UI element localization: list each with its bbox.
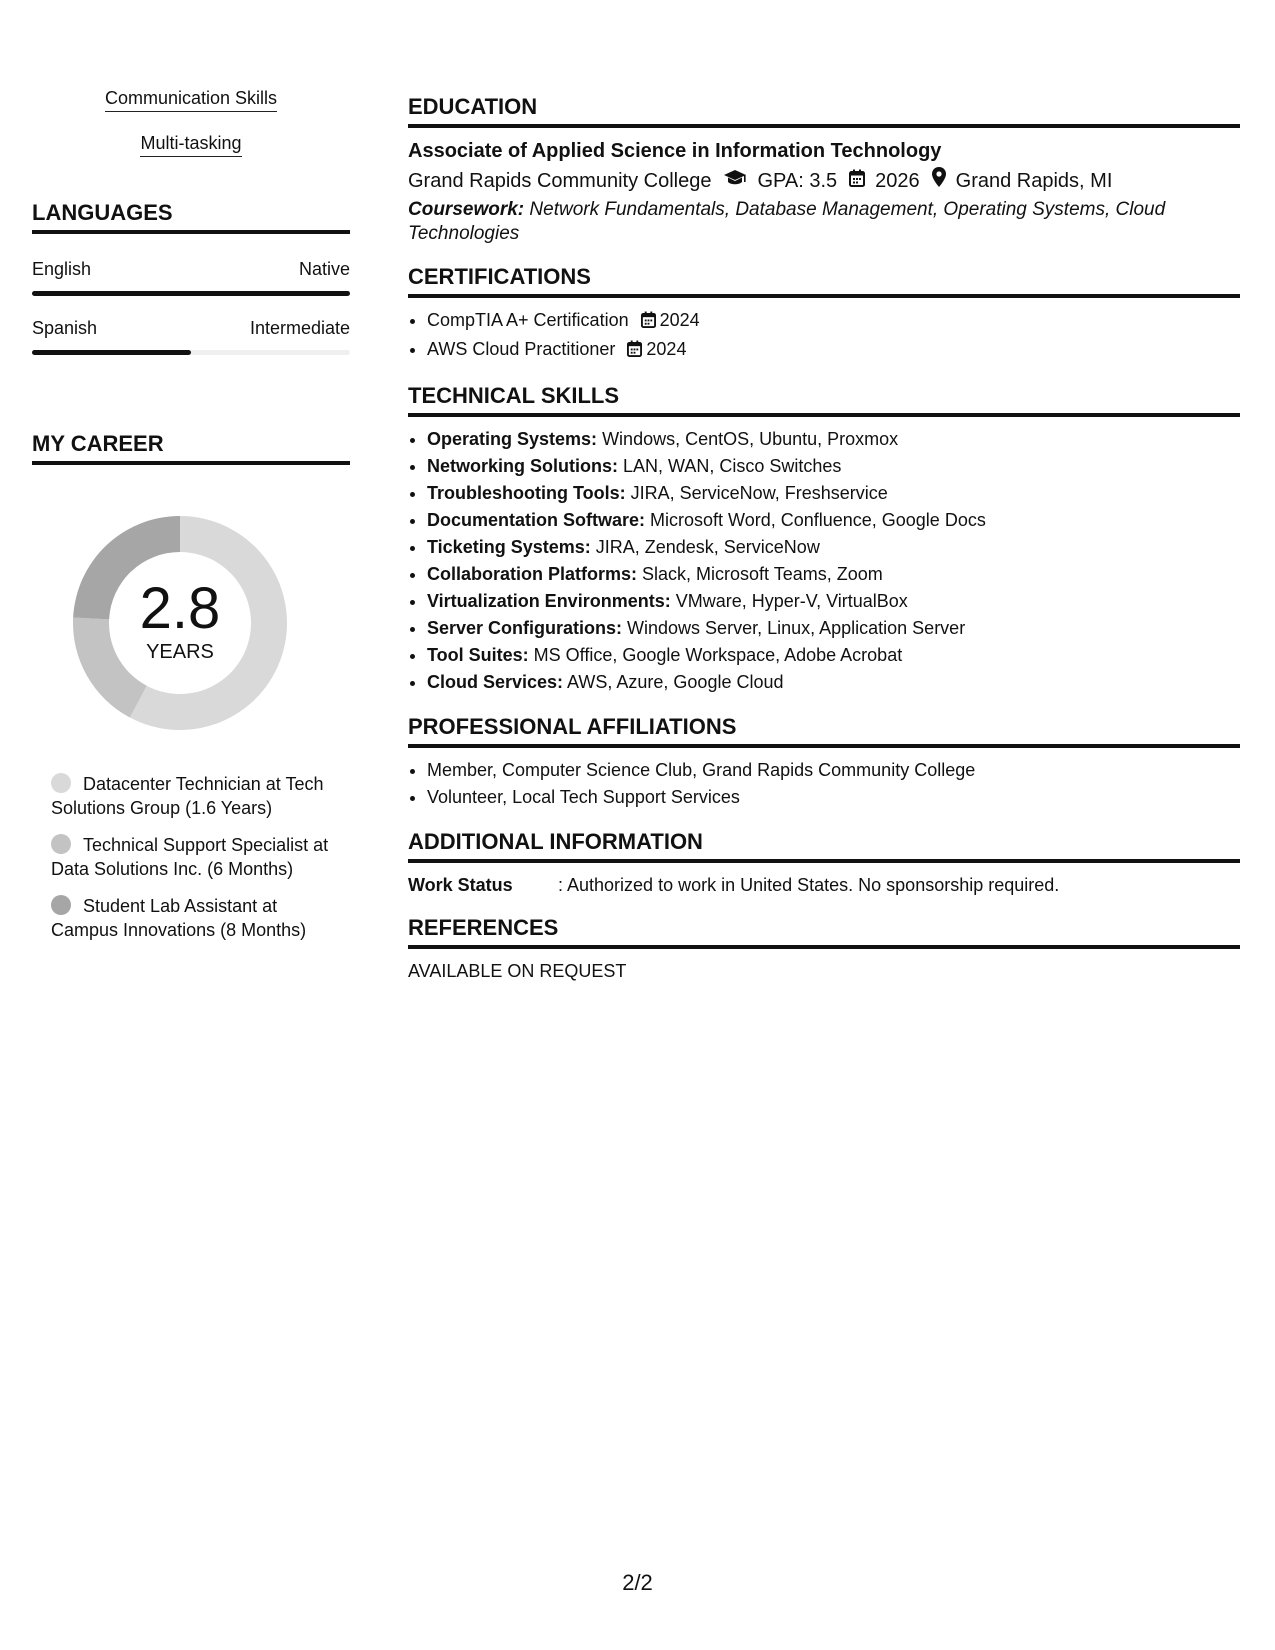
certification-item	[427, 307, 1240, 336]
career-list	[51, 772, 341, 942]
technical-skill-label: Server Configurations:	[427, 618, 623, 638]
career-title: MY CAREER	[32, 431, 350, 465]
coursework-label: Coursework:	[408, 199, 525, 220]
page-number: 2/2	[622, 1570, 653, 1595]
technical-skill-value: MS Office, Google Workspace, Adobe Acrobat	[528, 645, 903, 665]
technical-skill-value: Microsoft Word, Confluence, Google Docs	[645, 510, 986, 530]
career-legend-label: Student Lab Assistant at Campus Innovations (8 Months)	[51, 896, 307, 940]
education-degree: Associate of Applied Science in Information Technology	[408, 140, 942, 162]
technical-skill-value: Windows Server, Linux, Application Server	[622, 618, 966, 638]
career-legend-item	[51, 772, 341, 820]
calendar-icon	[627, 338, 642, 365]
certification-name: AWS Cloud Practitioner	[427, 339, 616, 359]
technical-skills-section	[408, 383, 1240, 696]
right-column	[408, 94, 1240, 1001]
references-title: REFERENCES	[408, 915, 1240, 949]
language-bar-fill	[32, 350, 191, 355]
donut-center	[65, 508, 295, 738]
technical-skill-item	[427, 507, 1240, 534]
calendar-icon	[849, 167, 865, 195]
technical-skill-label: Tool Suites:	[427, 645, 529, 665]
technical-skill-item	[427, 669, 1240, 696]
education-title: EDUCATION	[408, 94, 1240, 128]
technical-skill-value: JIRA, Zendesk, ServiceNow	[590, 537, 820, 557]
technical-skill-item	[427, 534, 1240, 561]
languages-section	[32, 200, 350, 355]
certification-year: 2024	[659, 310, 700, 330]
education-section	[408, 94, 1240, 246]
references-text: AVAILABLE ON REQUEST	[408, 961, 627, 981]
technical-skill-label: Operating Systems:	[427, 429, 598, 449]
technical-skill-value: LAN, WAN, Cisco Switches	[618, 456, 842, 476]
education-gpa: GPA: 3.5	[757, 170, 838, 192]
left-column	[32, 86, 350, 955]
technical-skill-value: VMware, Hyper-V, VirtualBox	[670, 591, 908, 611]
technical-skill-label: Documentation Software:	[427, 510, 646, 530]
education-location: Grand Rapids, MI	[955, 170, 1113, 192]
coursework-text: Network Fundamentals, Database Management, Operating Systems, Cloud Technologies	[408, 199, 1166, 244]
references-section	[408, 915, 1240, 983]
technical-skill-item	[427, 426, 1240, 453]
education-year: 2026	[875, 170, 920, 192]
career-legend-dot	[51, 895, 71, 915]
technical-skill-label: Troubleshooting Tools:	[427, 483, 626, 503]
education-coursework	[408, 198, 1240, 246]
language-row	[32, 317, 350, 339]
career-legend-dot	[51, 834, 71, 854]
career-legend-label: Datacenter Technician at Tech Solutions Group (1.6 Years)	[51, 774, 324, 818]
certifications-list	[427, 307, 1240, 365]
technical-skill-label: Cloud Services:	[427, 672, 564, 692]
affiliations-list	[427, 757, 1240, 811]
technical-skill-item	[427, 453, 1240, 480]
technical-skill-item	[427, 561, 1240, 588]
certifications-title: CERTIFICATIONS	[408, 264, 1240, 298]
technical-skill-value: AWS, Azure, Google Cloud	[563, 672, 784, 692]
career-legend-label: Technical Support Specialist at Data Solutions Inc. (6 Months)	[51, 835, 329, 879]
certification-year: 2024	[646, 339, 687, 359]
technical-skill-item	[427, 588, 1240, 615]
language-bar	[32, 350, 350, 355]
map-pin-icon	[932, 167, 946, 195]
certification-item	[427, 336, 1240, 365]
technical-skill-value: Windows, CentOS, Ubuntu, Proxmox	[597, 429, 899, 449]
calendar-icon	[641, 309, 656, 336]
career-total-unit: YEARS	[146, 641, 214, 663]
technical-skill-item	[427, 480, 1240, 507]
education-school: Grand Rapids Community College	[408, 170, 712, 192]
certification-name: CompTIA A+ Certification	[427, 310, 629, 330]
affiliation-item: • Member, Computer Science Club, Grand Rapids Community College	[427, 757, 1240, 784]
affiliations-title: PROFESSIONAL AFFILIATIONS	[408, 714, 1240, 748]
language-bar-fill	[32, 291, 350, 296]
language-level: Intermediate	[249, 318, 350, 338]
affiliation-item: • Volunteer, Local Tech Support Services	[427, 784, 1240, 811]
career-section	[32, 431, 350, 942]
technical-skill-item	[427, 615, 1240, 642]
technical-skills-list	[427, 426, 1240, 696]
additional-info-title: ADDITIONAL INFORMATION	[408, 829, 1240, 863]
affiliations-section	[408, 714, 1240, 811]
work-status-value: : Authorized to work in United States. No sponsorship required.	[558, 875, 1060, 895]
skill-multitasking: Multi-tasking	[140, 131, 241, 157]
education-meta	[408, 167, 1240, 195]
language-level: Native	[298, 259, 350, 279]
work-status-label: Work Status	[408, 875, 513, 895]
work-status-row	[408, 873, 1240, 897]
language-name: Spanish	[32, 318, 98, 338]
additional-info-section	[408, 829, 1240, 897]
certifications-section	[408, 264, 1240, 365]
technical-skill-value: JIRA, ServiceNow, Freshservice	[625, 483, 888, 503]
career-total-years: 2.8	[139, 576, 221, 641]
technical-skill-label: Collaboration Platforms:	[427, 564, 638, 584]
graduation-cap-icon	[723, 167, 747, 195]
languages-title: LANGUAGES	[32, 200, 350, 234]
technical-skill-label: Virtualization Environments:	[427, 591, 671, 611]
technical-skill-item	[427, 642, 1240, 669]
technical-skill-label: Ticketing Systems:	[427, 537, 591, 557]
language-row	[32, 258, 350, 280]
language-bar	[32, 291, 350, 296]
technical-skills-title: TECHNICAL SKILLS	[408, 383, 1240, 417]
career-legend-item	[51, 894, 341, 942]
technical-skill-label: Networking Solutions:	[427, 456, 618, 476]
career-donut-chart	[65, 508, 295, 738]
career-legend-dot	[51, 773, 71, 793]
technical-skill-value: Slack, Microsoft Teams, Zoom	[637, 564, 883, 584]
career-legend-item	[51, 833, 341, 881]
language-name: English	[32, 259, 92, 279]
skill-communication: Communication Skills	[105, 86, 277, 112]
